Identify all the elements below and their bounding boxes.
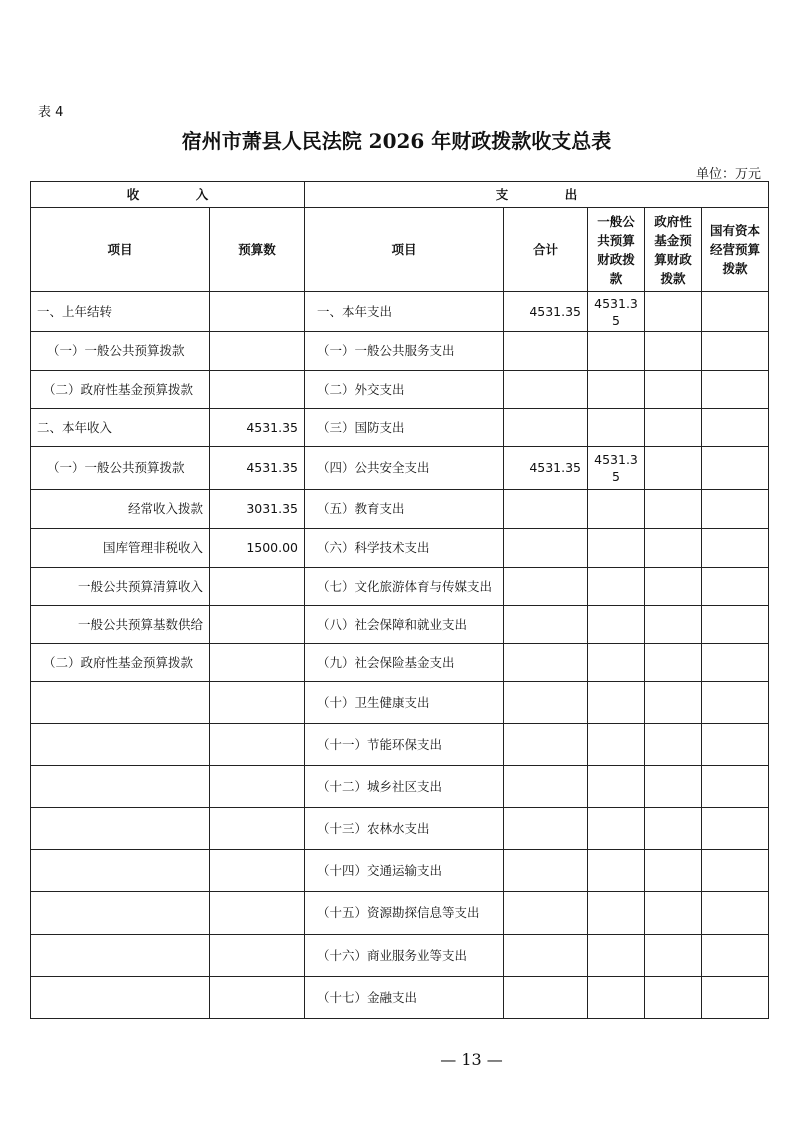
expense-item-cell: （四）公共安全支出 [305, 447, 504, 490]
general-budget-cell [588, 332, 645, 371]
fund-budget-cell [645, 447, 702, 490]
income-budget-header: 预算数 [210, 208, 305, 292]
income-item-cell [31, 808, 210, 850]
table-row [31, 977, 769, 1019]
expense-item-cell: （十六）商业服务业等支出 [305, 935, 504, 977]
income-item-cell [31, 977, 210, 1019]
state-capital-cell [702, 490, 769, 529]
income-budget-cell [210, 892, 305, 935]
table-row [31, 644, 769, 682]
income-budget-cell [210, 292, 305, 332]
fund-budget-cell [645, 568, 702, 606]
table-row [31, 529, 769, 568]
income-item-cell: 二、本年收入 [31, 409, 210, 447]
fund-budget-cell [645, 724, 702, 766]
fund-budget-cell [645, 409, 702, 447]
total-cell: 4531.35 [504, 447, 588, 490]
state-capital-cell [702, 292, 769, 332]
income-item-cell: 一般公共预算清算收入 [31, 568, 210, 606]
income-budget-cell [210, 644, 305, 682]
expense-item-cell: （三）国防支出 [305, 409, 504, 447]
state-capital-cell [702, 644, 769, 682]
fund-budget-cell [645, 977, 702, 1019]
income-item-cell: （二）政府性基金预算拨款 [31, 644, 210, 682]
state-capital-cell [702, 606, 769, 644]
table-row [31, 447, 769, 490]
expense-item-cell: （十七）金融支出 [305, 977, 504, 1019]
income-item-cell [31, 724, 210, 766]
table-row [31, 332, 769, 371]
income-item-header: 项目 [31, 208, 210, 292]
page-title: 宿州市萧县人民法院 2026 年财政拨款收支总表 [181, 129, 612, 153]
income-section-header: 收 入 [31, 182, 305, 208]
income-item-cell: 国库管理非税收入 [31, 529, 210, 568]
table-number: 表 4 [38, 105, 64, 120]
fund-budget-cell [645, 935, 702, 977]
general-budget-cell [588, 409, 645, 447]
income-item-cell [31, 766, 210, 808]
total-cell [504, 568, 588, 606]
general-budget-cell [588, 529, 645, 568]
state-capital-cell [702, 977, 769, 1019]
state-capital-header: 国有资本经营预算拨款 [702, 208, 769, 292]
expense-item-cell: （六）科学技术支出 [305, 529, 504, 568]
general-budget-cell [588, 644, 645, 682]
total-header: 合计 [504, 208, 588, 292]
income-budget-cell [210, 766, 305, 808]
general-budget-cell [588, 850, 645, 892]
income-budget-cell: 4531.35 [210, 447, 305, 490]
table-row [31, 724, 769, 766]
expense-item-cell: （十五）资源勘探信息等支出 [305, 892, 504, 935]
table-row [31, 850, 769, 892]
general-budget-cell [588, 490, 645, 529]
expense-item-cell: （八）社会保障和就业支出 [305, 606, 504, 644]
budget-table [30, 181, 769, 1019]
general-budget-cell [588, 568, 645, 606]
income-item-cell [31, 935, 210, 977]
income-budget-cell [210, 850, 305, 892]
income-item-cell: （二）政府性基金预算拨款 [31, 371, 210, 409]
expense-item-cell: 一、本年支出 [305, 292, 504, 332]
total-cell [504, 371, 588, 409]
fund-budget-cell [645, 808, 702, 850]
total-cell [504, 644, 588, 682]
income-budget-cell [210, 724, 305, 766]
income-budget-cell [210, 808, 305, 850]
fund-budget-cell [645, 371, 702, 409]
state-capital-cell [702, 568, 769, 606]
state-capital-cell [702, 332, 769, 371]
table-row [31, 371, 769, 409]
section-header-row [31, 182, 769, 208]
table-row [31, 766, 769, 808]
general-budget-cell [588, 371, 645, 409]
expense-section-header: 支 出 [305, 182, 769, 208]
income-item-cell: （一）一般公共预算拨款 [31, 447, 210, 490]
expense-item-cell: （十三）农林水支出 [305, 808, 504, 850]
expense-item-cell: （一）一般公共服务支出 [305, 332, 504, 371]
income-item-cell: 一、上年结转 [31, 292, 210, 332]
general-budget-cell: 4531.35 [588, 292, 645, 332]
fund-budget-cell [645, 892, 702, 935]
fund-budget-header: 政府性基金预算财政拨款 [645, 208, 702, 292]
expense-item-cell: （十二）城乡社区支出 [305, 766, 504, 808]
fund-budget-cell [645, 850, 702, 892]
expense-item-header: 项目 [305, 208, 504, 292]
total-cell [504, 724, 588, 766]
table-row [31, 935, 769, 977]
state-capital-cell [702, 935, 769, 977]
general-budget-header: 一般公共预算财政拨款 [588, 208, 645, 292]
state-capital-cell [702, 371, 769, 409]
income-item-cell: 经常收入拨款 [31, 490, 210, 529]
page-number: — 13 — [440, 1050, 503, 1069]
fund-budget-cell [645, 529, 702, 568]
general-budget-cell [588, 808, 645, 850]
state-capital-cell [702, 892, 769, 935]
table-row [31, 568, 769, 606]
income-budget-cell [210, 606, 305, 644]
table-row [31, 892, 769, 935]
table-row [31, 606, 769, 644]
total-cell [504, 808, 588, 850]
income-budget-cell [210, 682, 305, 724]
fund-budget-cell [645, 332, 702, 371]
state-capital-cell [702, 724, 769, 766]
state-capital-cell [702, 447, 769, 490]
table-row [31, 490, 769, 529]
unit-label: 单位：万元 [695, 167, 761, 182]
income-budget-cell [210, 371, 305, 409]
state-capital-cell [702, 682, 769, 724]
table-row [31, 808, 769, 850]
total-cell: 4531.35 [504, 292, 588, 332]
expense-item-cell: （九）社会保险基金支出 [305, 644, 504, 682]
income-budget-cell: 4531.35 [210, 409, 305, 447]
total-cell [504, 892, 588, 935]
income-budget-cell [210, 977, 305, 1019]
income-item-cell [31, 850, 210, 892]
income-item-cell [31, 892, 210, 935]
income-budget-cell: 1500.00 [210, 529, 305, 568]
income-budget-cell: 3031.35 [210, 490, 305, 529]
expense-item-cell: （十）卫生健康支出 [305, 682, 504, 724]
fund-budget-cell [645, 606, 702, 644]
expense-item-cell: （十一）节能环保支出 [305, 724, 504, 766]
state-capital-cell [702, 766, 769, 808]
expense-item-cell: （七）文化旅游体育与传媒支出 [305, 568, 504, 606]
general-budget-cell [588, 606, 645, 644]
total-cell [504, 850, 588, 892]
income-budget-cell [210, 568, 305, 606]
fund-budget-cell [645, 292, 702, 332]
total-cell [504, 766, 588, 808]
general-budget-cell [588, 724, 645, 766]
state-capital-cell [702, 529, 769, 568]
state-capital-cell [702, 808, 769, 850]
fund-budget-cell [645, 682, 702, 724]
state-capital-cell [702, 850, 769, 892]
total-cell [504, 332, 588, 371]
total-cell [504, 606, 588, 644]
expense-item-cell: （十四）交通运输支出 [305, 850, 504, 892]
total-cell [504, 529, 588, 568]
total-cell [504, 409, 588, 447]
general-budget-cell [588, 935, 645, 977]
fund-budget-cell [645, 644, 702, 682]
general-budget-cell [588, 892, 645, 935]
fund-budget-cell [645, 766, 702, 808]
general-budget-cell [588, 977, 645, 1019]
fund-budget-cell [645, 490, 702, 529]
total-cell [504, 977, 588, 1019]
general-budget-cell [588, 682, 645, 724]
total-cell [504, 490, 588, 529]
general-budget-cell [588, 766, 645, 808]
general-budget-cell: 4531.35 [588, 447, 645, 490]
expense-item-cell: （二）外交支出 [305, 371, 504, 409]
table-row [31, 682, 769, 724]
column-header-row [31, 208, 769, 292]
total-cell [504, 935, 588, 977]
total-cell [504, 682, 588, 724]
income-item-cell: （一）一般公共预算拨款 [31, 332, 210, 371]
income-item-cell [31, 682, 210, 724]
table-row [31, 292, 769, 332]
table-row [31, 409, 769, 447]
income-item-cell: 一般公共预算基数供给 [31, 606, 210, 644]
income-budget-cell [210, 332, 305, 371]
state-capital-cell [702, 409, 769, 447]
income-budget-cell [210, 935, 305, 977]
expense-item-cell: （五）教育支出 [305, 490, 504, 529]
